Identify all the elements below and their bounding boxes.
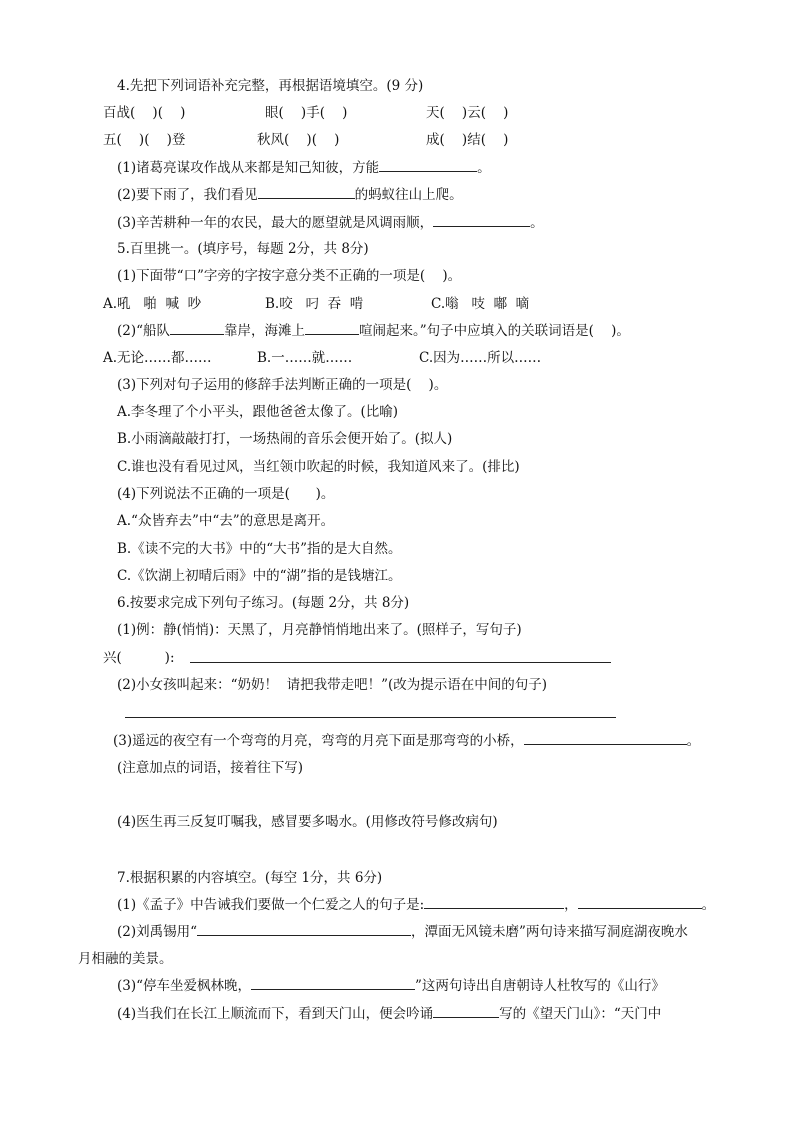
q5-p3-option-a: A.李冬理了个小平头，跟他爸爸太像了。(比喻) [117, 404, 399, 420]
q5-p4: (4)下列说法不正确的一项是( )。 [117, 486, 335, 502]
q5-p3-option-b: B.小雨滴敲敲打打，一场热闹的音乐会便开始了。(拟人) [117, 431, 453, 447]
q7-p2-continued: 月相融的美景。 [78, 951, 173, 967]
q4-row1-item1: 百战( )( ) [103, 105, 186, 121]
q7-p1-blank2[interactable] [578, 896, 702, 909]
q6-p3-note: (注意加点的词语，接着往下写) [117, 760, 304, 776]
q6-p2: (2)小女孩叫起来：“奶奶！ 请把我带走吧！”(改为提示语在中间的句子) [117, 677, 548, 693]
q7-p3-blank[interactable] [251, 977, 415, 990]
q7-p2: (2)刘禹锡用“ ，潭面无风镜未磨”两句诗来描写洞庭湖夜晚水 [117, 924, 688, 940]
q7-p2-blank[interactable] [197, 923, 411, 936]
q5-p3: (3)下列对句子运用的修辞手法判断正确的一项是( )。 [117, 377, 448, 393]
q7-p1: (1)《孟子》中告诫我们要做一个仁爱之人的句子是: ， 。 [117, 897, 716, 913]
q5-p1: (1)下面带“口”字旁的字按字意分类不正确的一项是( )。 [117, 268, 462, 284]
q6-p1-answer-line[interactable] [190, 662, 611, 663]
q5-p3-option-c: C.谁也没有看见过风，当红领巾吹起的时候，我知道风来了。(排比) [117, 459, 520, 475]
q5-p2-option-b: B.一……就…… [257, 350, 353, 366]
q5-p2-option-a: A.无论……都…… [103, 350, 212, 366]
q5-p1-option-c: C.嗡 吱 嘟 嘀 [431, 296, 530, 312]
q6-p4: (4)医生再三反复叮嘱我，感冒要多喝水。(用修改符号修改病句) [117, 814, 498, 830]
q4-sentence1-blank[interactable] [379, 159, 477, 172]
q4-row2-item1: 五( )( )登 [103, 132, 186, 148]
q4-sentence3-blank[interactable] [433, 214, 530, 227]
q6-p1: (1)例：静(悄悄)：天黑了，月亮静悄悄地出来了。(照样子，写句子) [117, 622, 522, 638]
q4-row1-item2: 眼( )手( ) [265, 105, 348, 121]
q7-p4-blank[interactable] [433, 1005, 499, 1018]
q5-p1-option-a: A.吼 啪 喊 吵 [103, 296, 202, 312]
q6-p3: (3)遥远的夜空有一个弯弯的月亮，弯弯的月亮下面是那弯弯的小桥， 。 [113, 733, 701, 749]
q5-p1-option-b: B.咬 叼 吞 啃 [265, 296, 364, 312]
q6-p1-prompt: 兴( ): [103, 650, 175, 666]
q6-p2-answer-line[interactable] [125, 717, 616, 718]
q4-title: 4.先把下列词语补充完整，再根据语境填空。(9 分) [117, 78, 424, 94]
q5-title: 5.百里挑一。(填序号，每题 2分，共 8分) [117, 241, 369, 257]
q5-p4-option-b: B.《读不完的大书》中的“大书”指的是大自然。 [117, 541, 402, 557]
q5-p4-option-a: A.“众皆弃去”中“去”的意思是离开。 [117, 513, 335, 529]
q7-p3: (3)“停车坐爱枫林晚， ”这两句诗出自唐朝诗人杜牧写的《山行》 [117, 978, 665, 994]
q5-p2-option-c: C.因为……所以…… [419, 350, 542, 366]
q7-p4: (4)当我们在长江上顺流而下，看到天门山，便会吟诵 写的《望天门山》：“天门中 [117, 1006, 662, 1022]
q4-row2-item3: 成( )结( ) [426, 132, 509, 148]
q4-row2-item2: 秋风( )( ) [257, 132, 340, 148]
q4-row1-item3: 天( )云( ) [426, 105, 509, 121]
q7-p1-blank1[interactable] [424, 896, 564, 909]
q5-p2-blank2[interactable] [305, 322, 359, 335]
q4-sentence2-blank[interactable] [258, 186, 355, 199]
q5-p4-option-c: C.《饮湖上初晴后雨》中的“湖”指的是钱塘江。 [117, 568, 402, 584]
q4-sentence3: (3)辛苦耕种一年的农民，最大的愿望就是风调雨顺， 。 [117, 215, 544, 231]
q5-p2-blank1[interactable] [170, 322, 224, 335]
q6-p3-blank[interactable] [524, 732, 687, 745]
q5-p2: (2)“船队 靠岸，海滩上 喧闹起来。”句子中应填入的关联词语是( )。 [117, 323, 630, 339]
q4-sentence2: (2)要下雨了，我们看见 的蚂蚁往山上爬。 [117, 187, 463, 203]
q4-sentence1: (1)诸葛亮谋攻作战从来都是知己知彼，方能 。 [117, 160, 491, 176]
q7-title: 7.根据积累的内容填空。(每空 1分，共 6分) [117, 870, 383, 886]
q6-title: 6.按要求完成下列句子练习。(每题 2分，共 8分) [117, 595, 410, 611]
